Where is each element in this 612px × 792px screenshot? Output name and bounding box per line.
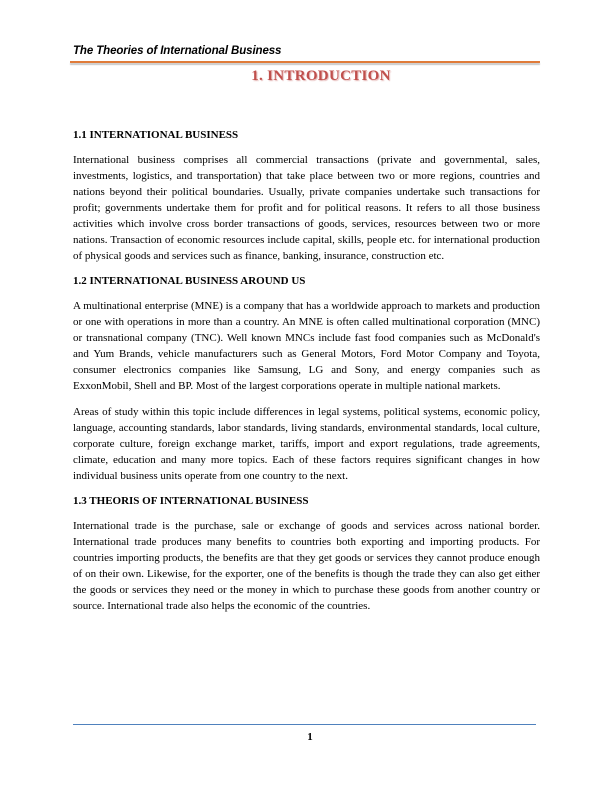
section-heading: 1.1 INTERNATIONAL BUSINESS: [73, 129, 239, 141]
footer-divider: [73, 724, 536, 725]
paragraph: International trade is the purchase, sale or exchange of goods and services across national border. International trade produces many benefits to countries both exporting and importing products. For countries importing products, the benefits are that they get goods or services they cannot produce enough of on their own. Likewise, for the exporter, one of the benefits is though the trade they can also get either the goods or services they need or the money in which to purchase these goods from another country or source. International trade also helps the economic of the countries.: [73, 520, 540, 612]
paragraph: A multinational enterprise (MNE) is a company that has a worldwide approach to markets and production or one with operations in more than a country. An MNE is often called multinational corporation (MNC) or transnational company (TNC). Well known MNCs include fast food companies such as McDonald's and Yum Brands, vehicle manufacturers such as General Motors, Ford Motor Company and Toyota, consumer electronics companies like Samsung, LG and Sony, and energy companies such as ExxonMobil, Shell and BP. Most of the largest corporations operate in multiple national markets.: [73, 300, 540, 392]
section-heading: 1.2 INTERNATIONAL BUSINESS AROUND US: [73, 275, 306, 287]
running-header-title: The Theories of International Business: [73, 45, 282, 57]
chapter-title: 1. INTRODUCTION: [251, 68, 391, 84]
header-divider: [70, 61, 540, 63]
section-international-business-around-us: [73, 274, 540, 484]
paragraph: Areas of study within this topic include differences in legal systems, political systems, economic policy, language, accounting standards, labor standards, living standards, environmental standards, local culture, corporate culture, foreign exchange market, tariffs, import and export regulations, trade agreements, climate, education and many more topics. Each of these factors requires significant changes in how individual business units operate from one country to the next.: [73, 406, 540, 482]
page-number: 1: [307, 731, 313, 743]
section-heading: 1.3 THEORIS OF INTERNATIONAL BUSINESS: [73, 495, 309, 507]
document-body: [73, 128, 540, 614]
section-theories-of-international-business: [73, 494, 540, 614]
section-international-business: [73, 128, 540, 264]
paragraph: International business comprises all commercial transactions (private and governmental, sales, investments, logistics, and transportation) that take place between two or more regions, countries and nations beyond their political boundaries. Usually, private companies undertake such transactions for profit; governments undertake them for profit and for political reasons. It refers to all those business activities which involve cross border transactions of goods, services, resources between two or more nations. Transaction of economic resources include capital, skills, people etc. for international production of physical goods and services such as finance, banking, insurance, construction etc.: [73, 154, 540, 262]
